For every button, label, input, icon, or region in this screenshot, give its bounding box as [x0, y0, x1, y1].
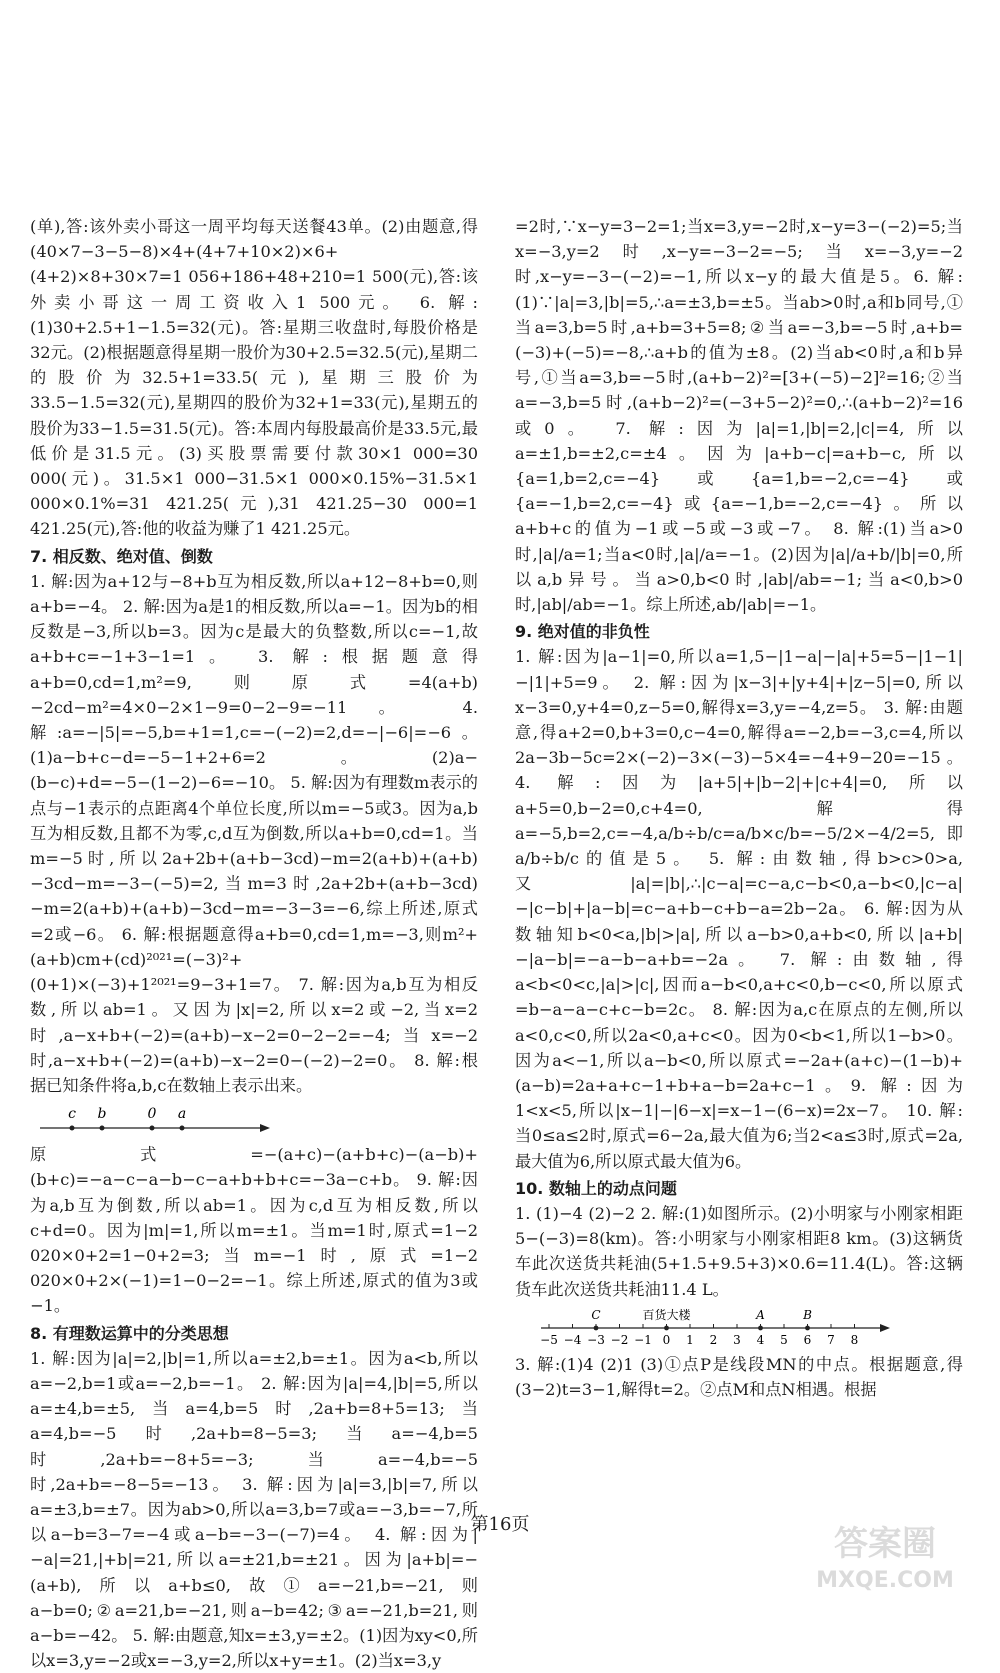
number-line-tick-label: 2	[709, 1332, 718, 1347]
number-line-tick-label: 4	[756, 1332, 765, 1347]
number-line-point	[150, 1126, 155, 1131]
number-line-point-label: C	[591, 1307, 601, 1322]
number-line-point	[594, 1325, 599, 1330]
watermark-sub: MXQE.COM	[816, 1568, 954, 1593]
right-column	[515, 214, 963, 1402]
section-heading: 8. 有理数运算中的分类思想	[30, 1323, 229, 1343]
number-line-tick-label: 5	[780, 1332, 788, 1347]
number-line-label: c	[68, 1106, 76, 1123]
number-line-tick-label: 8	[850, 1332, 859, 1347]
number-line-point	[805, 1325, 810, 1330]
number-line-label: 0	[147, 1106, 157, 1123]
number-line-tick-label: −2	[610, 1332, 629, 1347]
number-line-tick-label: 6	[803, 1332, 812, 1347]
number-line-point-label: A	[756, 1307, 765, 1322]
watermark-text: 答案圈	[834, 1524, 936, 1564]
section-heading: 9. 绝对值的非负性	[515, 622, 650, 642]
watermark-logo	[785, 1515, 985, 1595]
number-line-point	[100, 1126, 105, 1131]
number-line-point	[180, 1126, 185, 1131]
number-line-point	[70, 1126, 75, 1131]
number-line-tick-label: 3	[733, 1332, 741, 1347]
answer-paragraph: 1. 解:因为a+12与−8+b互为相反数,所以a+12−8+b=0,则a+b=−4。 2. 解:因为a是1的相反数,所以a=−1。因为b的相反数是−3,所以b=3。因为c是最大的负整数,所以c=−1,故a+b+c=−1+3−1=1。 3. 解:根据题意得a+b=0,cd=1,m²=9,则原式=4(a+b)−2cd−m²=4×0−2×1−9=0−2−9=−11。 4. 解:a=−|5|=−5,b=+1=1,c=−(−2)=2,d=−|−6|=−6。(1)a−b+c−d=−5−1+2+6=2。(2)a−(b−c)+d=−5−(1−2)−6=−10。 5. 解:因为有理数m表示的点与−1表示的点距离4个单位长度,所以m=−5或3。因为a,b互为相反数,且都不为零,c,d互为倒数,所以a+b=0,cd=1。当m=−5时,所以2a+2b+(a+b−3cd)−m=2(a+b)+(a+b)−3cd−m=−3−(−5)=2,当m=3时,2a+2b+(a+b−3cd)−m=2(a+b)+(a+b)−3cd−m=−3−3=−6,综上所述,原式=2或−6。 6. 解:根据题意得a+b=0,cd=1,m=−3,则m²+(a+b)cm+(cd)²⁰²¹=(−3)²+(0+1)×(−3)+1²⁰²¹=9−3+1=7。 7. 解:因为a,b互为相反数,所以ab=1。又因为|x|=2,所以x=2或−2,当x=2时,a−x+b+(−2)=(a+b)−x−2=0−2−2=−4;当x=−2时,a−x+b+(−2)=(a+b)−x−2=0−(−2)−2=0。 8. 解:根据已知条件将a,b,c在数轴上表示出来。	[30, 571, 478, 1095]
number-line-tick-label: −5	[540, 1332, 558, 1347]
number-line-point	[664, 1325, 669, 1330]
number-line-tick-label: 1	[686, 1332, 694, 1347]
number-line-tick-label: 7	[827, 1332, 835, 1347]
number-line-arrow	[880, 1324, 890, 1332]
answer-paragraph: (单),答:该外卖小哥这一周平均每天送餐43单。(2)由题意,得(40×7−3−5−8)×4+(4+7+10×2)×6+(4+2)×8+30×7=1 056+186+48+210=1 500(元),答:该外卖小哥这一周工资收入1 500元。 6. 解:(1)30+2.5+1−1.5=32(元)。答:星期三收盘时,每股价格是32元。(2)根据题意得星期一股价为30+2.5=32.5(元),星期二的股价为32.5+1=33.5(元),星期三股价为33.5−1.5=32(元),星期四的股价为32+1=33(元),星期五的股价为33−1.5=31.5(元)。答:本周内每股最高价是33.5元,最低价是31.5元。(3)买股票需要付款30×1 000=30 000(元)。31.5×1 000−31.5×1 000×0.15%−31.5×1 000×0.1%=31 421.25(元),31 421.25−30 000=1 421.25(元),答:他的收益为赚了1 421.25元。	[30, 217, 478, 539]
number-line-label: b	[97, 1106, 107, 1123]
section-heading: 10. 数轴上的动点问题	[515, 1178, 677, 1198]
number-line-tick-label: 0	[662, 1332, 671, 1347]
answer-paragraph: 1. (1)−4 (2)−2 2. 解:(1)如图所示。(2)小明家与小刚家相距5−(−3)=8(km)。答:小明家与小刚家相距8 km。(3)这辆货车此次送货共耗油(5+1.5+9.5+3)×0.6=11.4(L)。答:这辆货车此次送货共耗油11.4 L。	[515, 1203, 963, 1299]
number-line-arrow	[260, 1124, 270, 1132]
answer-paragraph: 3. 解:(1)4 (2)1 (3)①点P是线段MN的中点。根据题意,得(3−2)t=3−1,解得t=2。②点M和点N相遇。根据	[515, 1354, 963, 1399]
number-line-tick-label: −3	[587, 1332, 605, 1347]
number-line-tick-label: −1	[634, 1332, 652, 1347]
number-line-tick-label: −4	[563, 1332, 582, 1347]
number-line-point	[758, 1325, 763, 1330]
number-line-point-label: B	[803, 1307, 812, 1322]
number-line-diagram	[30, 1104, 290, 1138]
number-line-point-label: 百货大楼	[642, 1307, 691, 1322]
answer-paragraph: 1. 解:因为|a−1|=0,所以a=1,5−|1−a|−|a|+5=5−|1−1|−|1|+5=9。 2. 解:因为|x−3|+|y+4|+|z−5|=0,所以x−3=0,y+4=0,z−5=0,解得x=3,y=−4,z=5。 3. 解:由题意,得a+2=0,b+3=0,c−4=0,解得a=−2,b=−3,c=4,所以2a−3b−5c=2×(−2)−3×(−3)−5×4=−4+9−20=−15。 4. 解:因为|a+5|+|b−2|+|c+4|=0,所以a+5=0,b−2=0,c+4=0,解得a=−5,b=2,c=−4,a/b÷b/c=a/b×c/b=−5/2×−4/2=5,即a/b÷b/c的值是5。 5. 解:由数轴,得b>c>0>a,又|a|=|b|,∴|c−a|=c−a,c−b<0,a−b<0,|c−a|−|c−b|+|a−b|=c−a+b−c+b−a=2b−2a。 6. 解:因为从数轴知b<0<a,|b|>|a|,所以a−b>0,a+b<0,所以|a+b|−|a−b|=−a−b−a+b=−2a。 7. 解:由数轴,得a<b<0<c,|a|>|c|,因而a−b<0,a+c<0,b−c<0,所以原式=b−a−a−c+c−b=2c。 8. 解:因为a,c在原点的左侧,所以a<0,c<0,所以2a<0,a+c<0。因为0<b<1,所以1−b>0。因为a<−1,所以a−b<0,所以原式=−2a+(a+c)−(1−b)+(a−b)=2a+a+c−1+b+a−b=2a+c−1。9. 解:因为1<x<5,所以|x−1|−|6−x|=x−1−(6−x)=2x−7。 10. 解:当0≤a≤2时,原式=6−2a,最大值为6;当2<a≤3时,原式=2a,最大值为6,所以原式最大值为6。	[515, 647, 963, 1171]
answer-paragraph: 1. 解:因为|a|=2,|b|=1,所以a=±2,b=±1。因为a<b,所以a=−2,b=1或a=−2,b=−1。 2. 解:因为|a|=4,|b|=5,所以a=±4,b=±5,当a=4,b=5时,2a+b=8+5=13;当a=4,b=−5时,2a+b=8−5=3;当a=−4,b=5时,2a+b=−8+5=−3;当a=−4,b=−5时,2a+b=−8−5=−13。 3. 解:因为|a|=3,|b|=7,所以a=±3,b=±7。因为ab>0,所以a=3,b=7或a=−3,b=−7,所以a−b=3−7=−4或a−b=−3−(−7)=4。 4. 解:因为|−a|=21,|+b|=21,所以a=±21,b=±21。因为|a+b|=−(a+b),所以a+b≤0,故①a=−21,b=−21,则a−b=0;②a=21,b=−21,则a−b=42;③a=−21,b=21,则a−b=−42。 5. 解:由题意,知x=±3,y=±2。(1)因为xy<0,所以x=3,y=−2或x=−3,y=2,所以x+y=±1。(2)当x=3,y	[30, 1348, 478, 1671]
page-number: 第16页	[470, 1514, 530, 1535]
answer-paragraph: 原式=−(a+c)−(a+b+c)−(a−b)+(b+c)=−a−c−a−b−c−a+b+b+c=−3a−c+b。 9. 解:因为a,b互为倒数,所以ab=1。因为c,d互为相反数,所以c+d=0。因为|m|=1,所以m=±1。当m=1时,原式=1−2 020×0+2=1−0+2=3;当m=−1时,原式=1−2 020×0+2×(−1)=1−0−2=−1。综上所述,原式的值为3或−1。	[30, 1145, 478, 1316]
section-heading: 7. 相反数、绝对值、倒数	[30, 546, 213, 566]
number-line-label: a	[177, 1106, 187, 1123]
answer-paragraph: =2时,∵x−y=3−2=1;当x=3,y=−2时,x−y=3−(−2)=5;当x=−3,y=2时,x−y=−3−2=−5;当x=−3,y=−2时,x−y=−3−(−2)=−1,所以x−y的最大值是5。6. 解:(1)∵|a|=3,|b|=5,∴a=±3,b=±5。当ab>0时,a和b同号,①当a=3,b=5时,a+b=3+5=8;②当a=−3,b=−5时,a+b=(−3)+(−5)=−8,∴a+b的值为±8。(2)当ab<0时,a和b异号,①当a=3,b=−5时,(a+b−2)²=[3+(−5)−2]²=16;②当a=−3,b=5时,(a+b−2)²=(−3+5−2)²=0,∴(a+b−2)²=16或0。 7. 解:因为|a|=1,|b|=2,|c|=4,所以a=±1,b=±2,c=±4。因为|a+b−c|=a+b−c,所以{a=1,b=2,c=−4}或{a=1,b=−2,c=−4}或{a=−1,b=2,c=−4}或{a=−1,b=−2,c=−4}。所以a+b+c的值为−1或−5或−3或−7。 8. 解:(1)当a>0时,|a|/a=1;当a<0时,|a|/a=−1。(2)因为|a|/a+b/|b|=0,所以a,b异号。当a>0,b<0时,|ab|/ab=−1;当a<0,b>0时,|ab|/ab=−1。综上所述,ab/|ab|=−1。	[515, 217, 963, 615]
delivery-number-line	[535, 1308, 895, 1348]
left-column	[30, 214, 478, 1673]
